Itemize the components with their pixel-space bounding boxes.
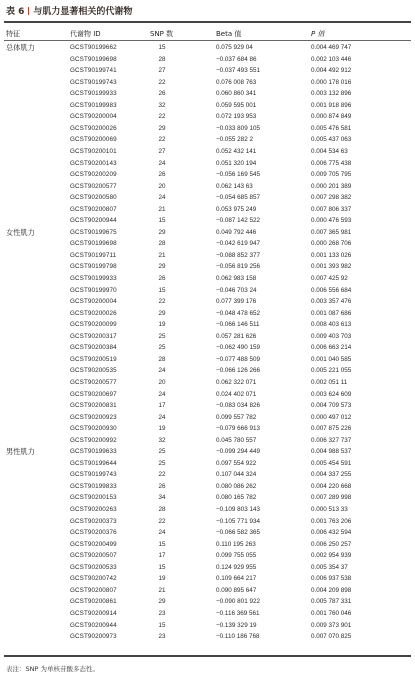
table-row — [0, 285, 415, 297]
header-p: P 值 — [311, 30, 325, 38]
p-value-cell: 0.005 354 37 — [311, 563, 348, 571]
table-row — [0, 516, 415, 528]
table-row — [0, 435, 415, 447]
p-value-cell: 0.006 663 214 — [311, 344, 352, 352]
p-value-cell: 0.002 051 11 — [311, 378, 348, 386]
p-value-cell: 0.006 775 438 — [311, 159, 352, 167]
metabolite-id-cell: GCST90199644 — [70, 459, 117, 467]
snp-count-cell: 15 — [158, 286, 166, 294]
table-row — [0, 261, 415, 273]
table-row — [0, 469, 415, 481]
table-row — [0, 620, 415, 632]
header-beta: Beta 值 — [216, 30, 242, 38]
beta-value-cell: 0.107 044 324 — [216, 471, 257, 479]
p-value-cell: 0.000 268 706 — [311, 240, 352, 248]
snp-count-cell: 17 — [158, 402, 166, 410]
beta-value-cell: 0.062 322 071 — [216, 378, 257, 386]
snp-count-cell: 27 — [158, 67, 166, 75]
p-value-cell: 0.004 209 898 — [311, 586, 352, 594]
metabolite-id-cell: GCST90200577 — [70, 378, 117, 386]
table-row — [0, 608, 415, 620]
p-value-cell: 0.000 874 849 — [311, 113, 352, 121]
p-value-cell: 0.001 763 206 — [311, 517, 352, 525]
snp-count-cell: 24 — [158, 529, 166, 537]
table-row — [0, 227, 415, 239]
table-row — [0, 539, 415, 551]
beta-value-cell: −0.042 619 947 — [216, 240, 260, 248]
table-row — [0, 111, 415, 123]
metabolite-id-cell: GCST90199933 — [70, 275, 117, 282]
table-row — [0, 250, 415, 262]
table-row — [0, 192, 415, 204]
beta-value-cell: 0.075 929 04 — [216, 44, 253, 51]
table-row — [0, 88, 415, 100]
metabolite-id-cell: GCST90200499 — [70, 540, 117, 548]
beta-value-cell: −0.066 582 365 — [216, 529, 260, 537]
p-value-cell: 0.009 373 901 — [311, 621, 352, 629]
table-row — [0, 181, 415, 193]
metabolite-id-cell: GCST90199662 — [70, 44, 117, 51]
p-value-cell: 0.004 337 255 — [311, 471, 352, 479]
beta-value-cell: 0.099 755 055 — [216, 552, 257, 560]
beta-value-cell: −0.087 142 522 — [216, 217, 260, 225]
table-caption: 与肌力显著相关的代谢物 — [33, 7, 133, 17]
p-value-cell: 0.006 250 257 — [311, 540, 352, 548]
metabolite-id-cell: GCST90200026 — [70, 309, 117, 317]
snp-count-cell: 22 — [158, 471, 166, 479]
table-row — [0, 296, 415, 308]
table-row — [0, 169, 415, 181]
table-row — [0, 146, 415, 158]
beta-value-cell: 0.024 402 071 — [216, 390, 257, 398]
table-row — [0, 331, 415, 343]
metabolite-id-cell: GCST90200376 — [70, 529, 117, 537]
beta-value-cell: −0.139 329 19 — [216, 621, 257, 629]
snp-count-cell: 19 — [158, 321, 166, 329]
p-value-cell: 0.003 624 609 — [311, 390, 352, 398]
beta-value-cell: −0.110 186 768 — [216, 633, 260, 641]
beta-value-cell: −0.037 684 86 — [216, 55, 257, 63]
snp-count-cell: 19 — [158, 425, 166, 433]
beta-value-cell: −0.105 771 934 — [216, 517, 260, 525]
table-row — [0, 319, 415, 331]
metabolite-id-cell: GCST90200069 — [70, 136, 117, 144]
p-value-cell: 0.007 298 382 — [311, 194, 352, 202]
p-value-cell: 0.000 178 016 — [311, 78, 352, 86]
snp-count-cell: 17 — [158, 552, 166, 560]
snp-count-cell: 21 — [158, 586, 166, 594]
beta-value-cell: 0.080 086 262 — [216, 482, 257, 490]
snp-count-cell: 15 — [158, 540, 166, 548]
snp-count-cell: 26 — [158, 90, 166, 98]
p-value-cell: 0.007 289 998 — [311, 494, 352, 502]
beta-value-cell: 0.062 143 63 — [216, 182, 253, 190]
snp-count-cell: 29 — [158, 228, 166, 236]
p-value-cell: 0.006 937 538 — [311, 575, 352, 583]
beta-value-cell: 0.080 165 782 — [216, 494, 257, 502]
metabolite-id-cell: GCST90200004 — [70, 113, 117, 121]
p-value-cell: 0.006 556 684 — [311, 286, 352, 294]
snp-count-cell: 29 — [158, 124, 166, 132]
table-title — [6, 4, 132, 17]
p-value-cell: 0.001 760 046 — [311, 609, 352, 617]
p-value-cell: 0.000 497 012 — [311, 413, 352, 421]
p-value-cell: 0.009 705 795 — [311, 171, 352, 179]
bottom-rule — [4, 655, 411, 657]
table-row — [0, 238, 415, 250]
group-label: 女性肌力 — [6, 227, 35, 237]
snp-count-cell: 24 — [158, 159, 166, 167]
table-row — [0, 550, 415, 562]
group-label: 男性肌力 — [6, 447, 35, 457]
snp-count-cell: 24 — [158, 194, 166, 202]
table-row — [0, 481, 415, 493]
table-row — [0, 400, 415, 412]
p-value-cell: 0.001 133 026 — [311, 251, 352, 259]
metabolite-id-cell: GCST90199798 — [70, 263, 117, 271]
p-value-cell: 0.001 040 585 — [311, 355, 352, 363]
table-number: 表 6 — [6, 7, 25, 17]
table-row — [0, 123, 415, 135]
p-value-cell: 0.005 476 581 — [311, 124, 352, 132]
beta-value-cell: 0.052 432 141 — [216, 147, 257, 155]
metabolite-id-cell: GCST90200944 — [70, 217, 117, 225]
beta-value-cell: −0.062 490 159 — [216, 344, 260, 352]
table-row — [0, 273, 415, 285]
table-row — [0, 134, 415, 146]
metabolite-id-cell: GCST90200373 — [70, 517, 117, 525]
p-value-cell: 0.007 365 981 — [311, 228, 352, 236]
metabolite-id-cell: GCST90200263 — [70, 506, 117, 513]
table-row — [0, 527, 415, 539]
snp-count-cell: 23 — [158, 609, 166, 617]
table-row — [0, 562, 415, 574]
top-rule — [4, 21, 411, 23]
metabolite-id-cell: GCST90200143 — [70, 159, 117, 167]
metabolite-id-cell: GCST90200923 — [70, 413, 117, 421]
p-value-cell: 0.004 988 537 — [311, 448, 352, 456]
metabolite-id-cell: GCST90200742 — [70, 575, 117, 583]
p-value-cell: 0.007 425 92 — [311, 275, 348, 282]
snp-count-cell: 25 — [158, 459, 166, 467]
metabolite-id-cell: GCST90200535 — [70, 367, 117, 375]
snp-count-cell: 15 — [158, 217, 166, 225]
table-row — [0, 631, 415, 643]
beta-value-cell: −0.109 803 143 — [216, 506, 260, 513]
table-row — [0, 308, 415, 320]
metabolite-id-cell: GCST90200384 — [70, 344, 117, 352]
snp-count-cell: 28 — [158, 355, 166, 363]
metabolite-id-cell: GCST90199698 — [70, 55, 117, 63]
metabolite-id-cell: GCST90199743 — [70, 78, 117, 86]
p-value-cell: 0.002 954 939 — [311, 552, 352, 560]
snp-count-cell: 24 — [158, 367, 166, 375]
beta-value-cell: −0.056 169 545 — [216, 171, 260, 179]
p-value-cell: 0.004 220 668 — [311, 482, 352, 490]
metabolite-id-cell: GCST90199698 — [70, 240, 117, 248]
p-value-cell: 0.009 403 703 — [311, 332, 352, 340]
beta-value-cell: 0.049 792 446 — [216, 228, 257, 236]
metabolite-id-cell: GCST90200914 — [70, 609, 117, 617]
p-value-cell: 0.007 806 337 — [311, 205, 352, 213]
p-value-cell: 0.000 476 593 — [311, 217, 352, 225]
metabolite-id-cell: GCST90200807 — [70, 205, 117, 213]
snp-count-cell: 26 — [158, 482, 166, 490]
p-value-cell: 0.008 403 613 — [311, 321, 352, 329]
snp-count-cell: 22 — [158, 113, 166, 121]
p-value-cell: 0.000 201 389 — [311, 182, 352, 190]
p-value-cell: 0.003 132 896 — [311, 90, 352, 98]
p-value-cell: 0.005 787 331 — [311, 598, 352, 606]
table-row — [0, 354, 415, 366]
snp-count-cell: 22 — [158, 78, 166, 86]
snp-count-cell: 34 — [158, 494, 166, 502]
metabolite-id-cell: GCST90200004 — [70, 298, 117, 306]
beta-value-cell: −0.055 282 2 — [216, 136, 253, 144]
snp-count-cell: 15 — [158, 44, 166, 51]
table-row — [0, 215, 415, 227]
table-row — [0, 158, 415, 170]
header-rule — [4, 40, 411, 41]
metabolite-id-cell: GCST90200831 — [70, 402, 117, 410]
metabolite-id-cell: GCST90199983 — [70, 101, 117, 109]
snp-count-cell: 21 — [158, 251, 166, 259]
beta-value-cell: −0.033 809 105 — [216, 124, 260, 132]
snp-count-cell: 22 — [158, 298, 166, 306]
p-value-cell: 0.007 070 825 — [311, 633, 352, 641]
metabolite-id-cell: GCST90200697 — [70, 390, 117, 398]
snp-count-cell: 25 — [158, 448, 166, 456]
beta-value-cell: −0.099 294 449 — [216, 448, 260, 456]
snp-count-cell: 29 — [158, 309, 166, 317]
beta-value-cell: 0.045 780 557 — [216, 436, 257, 444]
p-value-cell: 0.004 709 573 — [311, 402, 352, 410]
beta-value-cell: −0.088 852 377 — [216, 251, 260, 259]
table-row — [0, 365, 415, 377]
snp-count-cell: 25 — [158, 332, 166, 340]
beta-value-cell: 0.062 983 158 — [216, 275, 257, 282]
snp-count-cell: 15 — [158, 563, 166, 571]
metabolite-id-cell: GCST90200577 — [70, 182, 117, 190]
beta-value-cell: 0.076 008 763 — [216, 78, 257, 86]
snp-count-cell: 29 — [158, 263, 166, 271]
beta-value-cell: 0.090 895 647 — [216, 586, 257, 594]
beta-value-cell: −0.083 034 826 — [216, 402, 260, 410]
metabolite-id-cell: GCST90199933 — [70, 90, 117, 98]
beta-value-cell: −0.056 819 256 — [216, 263, 260, 271]
metabolite-id-cell: GCST90200930 — [70, 425, 117, 433]
snp-count-cell: 32 — [158, 101, 166, 109]
header-snp: SNP 数 — [150, 30, 174, 38]
metabolite-id-cell: GCST90200861 — [70, 598, 117, 606]
snp-count-cell: 15 — [158, 621, 166, 629]
p-value-cell: 0.001 087 686 — [311, 309, 352, 317]
table-row — [0, 596, 415, 608]
p-value-cell: 0.004 534 63 — [311, 147, 348, 155]
metabolite-id-cell: GCST90200317 — [70, 332, 117, 340]
beta-value-cell: 0.051 320 194 — [216, 159, 257, 167]
metabolite-id-cell: GCST90200533 — [70, 563, 117, 571]
p-value-cell: 0.006 432 594 — [311, 529, 352, 537]
metabolite-id-cell: GCST90199675 — [70, 228, 117, 236]
beta-value-cell: −0.079 666 913 — [216, 425, 260, 433]
beta-value-cell: −0.048 478 652 — [216, 309, 260, 317]
metabolite-id-cell: GCST90199743 — [70, 471, 117, 479]
beta-value-cell: 0.097 554 922 — [216, 459, 257, 467]
header-group: 特征 — [6, 30, 20, 38]
metabolite-id-cell: GCST90200507 — [70, 552, 117, 560]
metabolite-id-cell: GCST90200209 — [70, 171, 117, 179]
metabolite-id-cell: GCST90200026 — [70, 124, 117, 132]
title-separator — [28, 7, 29, 15]
table-row — [0, 573, 415, 585]
snp-count-cell: 29 — [158, 598, 166, 606]
beta-value-cell: −0.116 369 561 — [216, 609, 260, 617]
metabolite-id-cell: GCST90200519 — [70, 355, 117, 363]
table-note: 表注：SNP 为单核苷酸多态性。 — [6, 665, 99, 673]
beta-value-cell: 0.077 399 176 — [216, 298, 257, 306]
p-value-cell: 0.005 454 591 — [311, 459, 352, 467]
beta-value-cell: −0.054 685 857 — [216, 194, 260, 202]
table-row — [0, 342, 415, 354]
metabolite-id-cell: GCST90200099 — [70, 321, 117, 329]
snp-count-cell: 21 — [158, 205, 166, 213]
metabolite-id-cell: GCST90199711 — [70, 251, 117, 259]
snp-count-cell: 22 — [158, 136, 166, 144]
snp-count-cell: 20 — [158, 182, 166, 190]
beta-value-cell: 0.059 595 001 — [216, 101, 257, 109]
snp-count-cell: 23 — [158, 633, 166, 641]
snp-count-cell: 24 — [158, 390, 166, 398]
beta-value-cell: −0.090 801 922 — [216, 598, 260, 606]
table-row — [0, 423, 415, 435]
snp-count-cell: 19 — [158, 575, 166, 583]
table-row — [0, 377, 415, 389]
metabolite-id-cell: GCST90199833 — [70, 482, 117, 490]
beta-value-cell: −0.037 493 551 — [216, 67, 260, 75]
p-value-cell: 0.000 513 33 — [311, 506, 348, 513]
metabolite-id-cell: GCST90200101 — [70, 147, 117, 155]
snp-count-cell: 28 — [158, 55, 166, 63]
beta-value-cell: −0.046 703 24 — [216, 286, 257, 294]
metabolite-id-cell: GCST90200807 — [70, 586, 117, 594]
table-row — [0, 389, 415, 401]
beta-value-cell: 0.057 281 626 — [216, 332, 257, 340]
p-value-cell: 0.007 875 226 — [311, 425, 352, 433]
snp-count-cell: 28 — [158, 240, 166, 248]
beta-value-cell: 0.053 975 249 — [216, 205, 257, 213]
p-value-cell: 0.004 469 747 — [311, 44, 352, 51]
metabolite-id-cell: GCST90200973 — [70, 633, 117, 641]
table-row — [0, 458, 415, 470]
beta-value-cell: 0.109 664 217 — [216, 575, 257, 583]
p-value-cell: 0.006 327 737 — [311, 436, 352, 444]
table-row — [0, 77, 415, 89]
beta-value-cell: 0.099 557 782 — [216, 413, 257, 421]
table-row — [0, 42, 415, 54]
snp-count-cell: 28 — [158, 506, 166, 513]
p-value-cell: 0.004 492 912 — [311, 67, 352, 75]
table-row — [0, 100, 415, 112]
header-id: 代谢物 ID — [70, 30, 101, 38]
snp-count-cell: 24 — [158, 413, 166, 421]
table-row — [0, 54, 415, 66]
table-row — [0, 492, 415, 504]
p-value-cell: 0.005 437 063 — [311, 136, 352, 144]
table-row — [0, 585, 415, 597]
beta-value-cell: 0.110 195 263 — [216, 540, 256, 548]
snp-count-cell: 32 — [158, 436, 166, 444]
snp-count-cell: 26 — [158, 275, 166, 282]
snp-count-cell: 26 — [158, 171, 166, 179]
beta-value-cell: 0.060 860 341 — [216, 90, 257, 98]
p-value-cell: 0.001 918 896 — [311, 101, 352, 109]
metabolite-id-cell: GCST90199633 — [70, 448, 117, 456]
metabolite-id-cell: GCST90199741 — [70, 67, 117, 75]
table-row — [0, 504, 415, 516]
beta-value-cell: −0.077 488 509 — [216, 355, 260, 363]
beta-value-cell: 0.124 929 955 — [216, 563, 257, 571]
p-value-cell: 0.005 221 055 — [311, 367, 352, 375]
metabolite-id-cell: GCST90199970 — [70, 286, 117, 294]
table-row — [0, 204, 415, 216]
beta-value-cell: −0.066 126 266 — [216, 367, 260, 375]
group-label: 总体肌力 — [6, 43, 35, 52]
snp-count-cell: 25 — [158, 344, 166, 352]
snp-count-cell: 27 — [158, 147, 166, 155]
metabolite-id-cell: GCST90200580 — [70, 194, 117, 202]
table-row — [0, 412, 415, 424]
metabolite-id-cell: GCST90200992 — [70, 436, 117, 444]
p-value-cell: 0.001 393 982 — [311, 263, 352, 271]
table-row — [0, 446, 415, 458]
beta-value-cell: −0.066 146 511 — [216, 321, 260, 329]
table-row — [0, 65, 415, 77]
snp-count-cell: 20 — [158, 378, 166, 386]
snp-count-cell: 22 — [158, 517, 166, 525]
p-value-cell: 0.003 357 476 — [311, 298, 352, 306]
metabolite-id-cell: GCST90200153 — [70, 494, 117, 502]
beta-value-cell: 0.072 193 953 — [216, 113, 257, 121]
metabolite-id-cell: GCST90200944 — [70, 621, 117, 629]
p-value-cell: 0.002 103 446 — [311, 55, 352, 63]
